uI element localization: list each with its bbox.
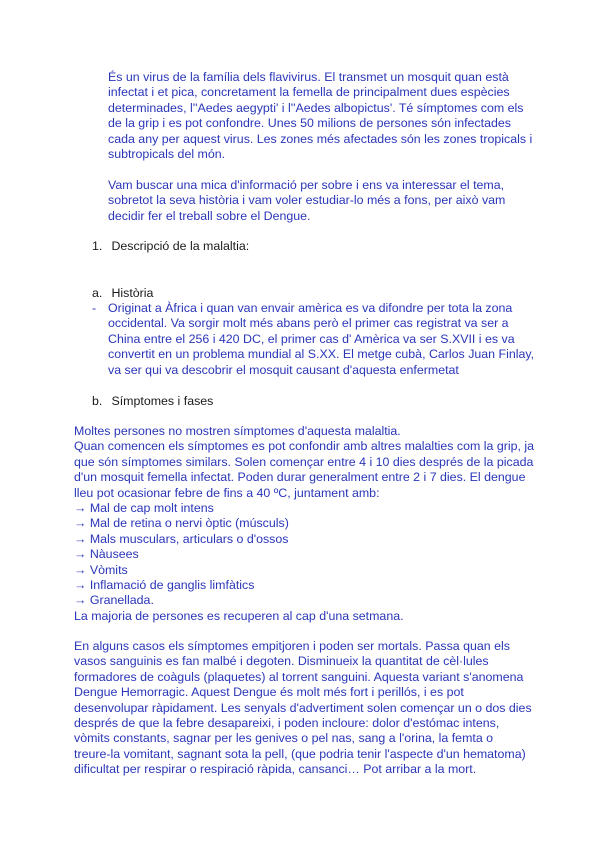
text-line: infectat i et pica, concretament la femella de principalment dues espècies xyxy=(108,85,510,100)
list-item: → Inflamació de ganglis limfàtics xyxy=(74,578,255,593)
text-line: Moltes persones no mostren símptomes d'aquesta malaltia. xyxy=(74,424,401,438)
list-item: → Vòmits xyxy=(74,562,128,577)
text-line: d'un mosquit femella infectat. Poden durar generalment entre 2 i 7 dies. El dengue xyxy=(74,470,526,485)
symptoms-block xyxy=(74,424,544,624)
severe-dengue-paragraph xyxy=(74,639,544,778)
list-item: → Mals musculars, articulars o d'ossos xyxy=(74,531,289,546)
subsection-letter: b. xyxy=(92,394,103,408)
text-line: cada any per aquest virus. Les zones més afectades són les zones tropicals i xyxy=(108,131,533,146)
text-line: decidir fer el treball sobre el Dengue. xyxy=(108,208,311,223)
text-line: Dengue Hemorragic. Aquest Dengue és molt més fort i perillós, i es pot xyxy=(74,685,464,700)
subsection-heading-a xyxy=(92,286,153,301)
text-line: Quan comencen els símptomes es pot confondir amb altres malalties com la grip, ja xyxy=(74,439,535,454)
subsection-heading-b xyxy=(92,394,213,409)
text-line: treure-la vomitant, sagnant sota la pell, (que podria tenir l'aspecte d'un hematoma) xyxy=(74,746,526,761)
intro-paragraph-2 xyxy=(108,178,548,224)
text-line: En alguns casos els símptomes empitjoren i poden ser mortals. Passa quan els xyxy=(74,639,510,653)
text-line: de la grip i es pot confondre. Unes 50 milions de persones són infectades xyxy=(108,116,511,131)
text-line: dificultat per respirar o respiració ràpida, cansanci… Pot arribar a la mort. xyxy=(74,762,477,777)
text-line: determinades, l''Aedes aegypti' i l''Aedes albopictus'. Té símptomes com els xyxy=(108,100,524,115)
section-title: Descripció de la malaltia: xyxy=(111,239,250,253)
subsection-title: Símptomes i fases xyxy=(111,394,214,408)
text-line: després de que la febre desapareixi, i poden incloure: dolor d'estómac intens, xyxy=(74,716,500,731)
text-line: subtropicals del món. xyxy=(108,147,226,162)
list-item: → Granellada. xyxy=(74,593,154,608)
text-line: És un virus de la família dels flavivirus. El transmet un mosquit quan està xyxy=(108,70,509,84)
list-item: → Nàusees xyxy=(74,547,139,562)
text-line: China entre el 256 i 420 DC, el primer cas d' Amèrica va ser S.XVII i es va xyxy=(108,331,515,346)
text-line: convertit en un problema mundial al S.XX. El metge cubà, Carlos Juan Finlay, xyxy=(108,347,535,362)
text-line: sobretot la seva història i vam voler estudiar-lo més a fons, per això vam xyxy=(108,193,506,208)
text-line: que són símptomes similars. Solen començar entre 4 i 10 dies després de la picada xyxy=(74,454,534,469)
section-heading-1 xyxy=(92,239,249,254)
subsection-title: Història xyxy=(111,286,154,300)
text-line: Vam buscar una mica d'informació per sobre i ens va interessar el tema, xyxy=(108,178,505,192)
text-line: vasos sanguinis es fan malbé i degoten. Disminueix la quantitat de cèl·lules xyxy=(74,654,489,669)
text-line: va ser qui va descobrir el mosquit causant d'aquesta enfermetat xyxy=(108,362,459,377)
list-item: → Mal de retina o nervi òptic (músculs) xyxy=(74,516,289,531)
text-line: formadores de coàguls (plaquetes) al torrent sanguini. Aquesta variant s'anomena xyxy=(74,669,524,684)
text-line: desenvolupar ràpidament. Les senyals d'advertiment solen començar un o dos dies xyxy=(74,700,532,715)
dash-bullet: - xyxy=(92,301,97,315)
text-line: La majoria de persones es recuperen al cap d'una setmana. xyxy=(74,608,404,623)
subsection-letter: a. xyxy=(92,286,103,300)
text-line: vòmits constants, sagnar per les genives o pel nas, sang a l'orina, la femta o xyxy=(74,731,494,746)
intro-paragraph-1 xyxy=(108,70,548,162)
history-paragraph xyxy=(92,301,548,378)
list-item: → Mal de cap molt intens xyxy=(74,501,214,516)
text-line: lleu pot ocasionar febre de fins a 40 ºC, juntament amb: xyxy=(74,485,380,500)
text-line: occidental. Va sorgir molt més abans però el primer cas registrat va ser a xyxy=(108,316,509,331)
text-line: Originat a Àfrica i quan van envair amèrica es va difondre per tota la zona xyxy=(108,301,513,315)
section-number: 1. xyxy=(92,239,103,253)
